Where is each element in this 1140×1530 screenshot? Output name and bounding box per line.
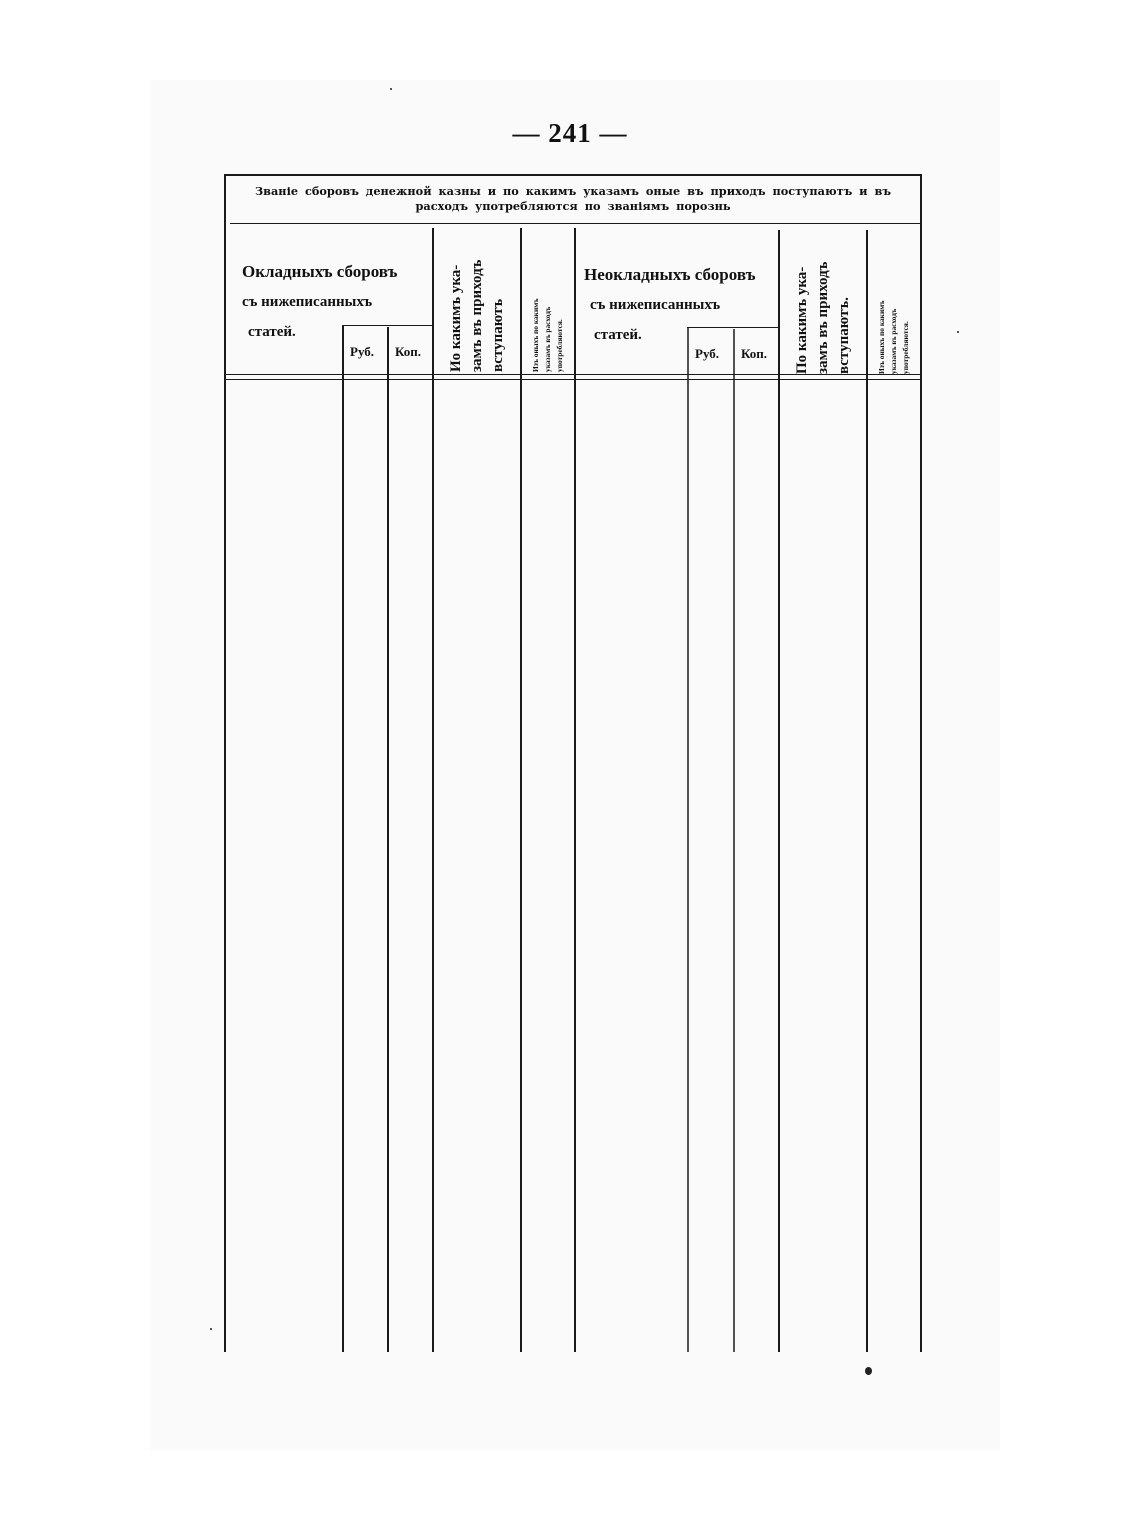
prikhod2-line-1: По какимъ ука- [794,266,810,374]
okladnykh-line-3: статей. [248,324,296,340]
col-sep-rub-kop [387,327,389,1352]
okladnykh-line-2: съ нижеписанныхъ [242,294,373,310]
kop2-header: Коп. [741,346,768,361]
okladnykh-line-1: Окладныхъ сборовъ [242,262,398,281]
prikhod1-line-2: замъ въ приходъ [469,259,485,372]
col-sep-raskhod1-right [574,228,576,1352]
table-left-border [224,174,226,1352]
neokladnykh-line-2: съ нижеписанныхъ [590,297,721,313]
table-title [226,184,920,214]
neokladnykh-line-1: Неокладныхъ сборовъ [584,265,756,284]
col-sep-raskhod1-left [520,228,522,1352]
title-divider [230,223,920,224]
table-right-border [920,174,922,1352]
prikhod1-line-1: Ио какимъ ука- [448,264,464,372]
prikhod2-header [792,262,855,374]
raskhod1-line-3: употребляются. [555,319,564,372]
neokladnykh-header [584,260,784,350]
raskhod1-line-1: Изъ оныхъ по какимъ [531,298,540,372]
okladnykh-header [242,257,432,347]
col-sep-rub2-kop2 [733,329,735,1352]
page-number: — 241 — [512,118,628,148]
scan-speck [390,88,392,90]
raskhod2-line-2: указамъ въ расходъ [889,308,898,374]
rub-header: Руб. [350,344,375,359]
scan-speck [865,1367,872,1375]
header-divider-2 [226,379,920,380]
header-divider-1 [226,374,920,375]
prikhod1-header [446,260,509,372]
raskhod2-header [876,300,912,374]
neokladnykh-line-3: статей. [594,327,642,343]
col-sep-raskhod2-left [866,230,868,1352]
table-title-line-1: Званіе сборовъ денежной казны и по какимъ указамъ оные въ приходъ поступаютъ и въ [254,184,891,198]
prikhod1-line-3: вступаютъ [490,298,506,372]
prikhod2-line-2: замъ въ приходъ [815,261,831,374]
table-title-line-2: расходъ употребляются по званіямъ порознь [415,199,731,213]
table-top-border [224,174,922,176]
raskhod2-line-1: Изъ оныхъ по какимъ [877,300,886,374]
raskhod2-line-3: употребляются. [901,321,910,374]
scan-speck [210,1328,212,1330]
col-sep-prikhod2-left [778,230,780,1352]
raskhod1-line-2: указамъ въ расходъ [543,306,552,372]
kop-header: Коп. [395,344,422,359]
scan-speck [957,331,959,333]
rub2-header: Руб. [695,346,720,361]
col-sep-rub2-left [687,327,689,1352]
raskhod1-header [530,298,566,372]
prikhod2-line-3: вступаютъ. [836,297,852,374]
col-sep-rub-left [342,325,344,1352]
col-sep-prikhod1-left [432,228,434,1352]
